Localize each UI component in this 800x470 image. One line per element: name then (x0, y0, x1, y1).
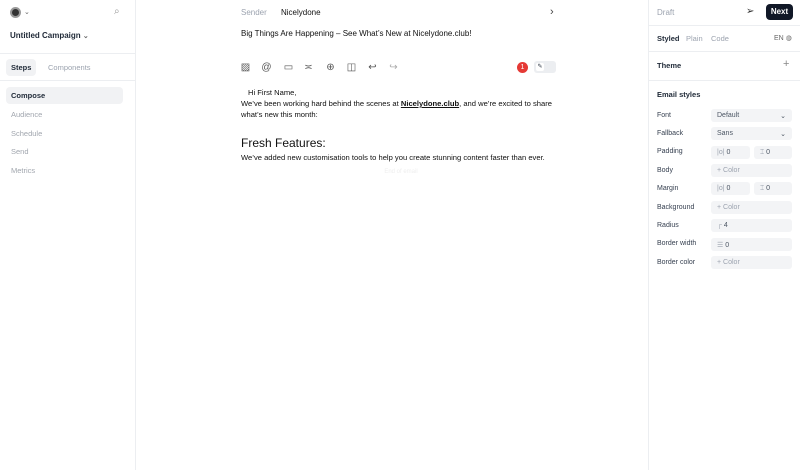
step-schedule[interactable]: Schedule (11, 129, 43, 138)
greeting: Hi First Name, (248, 88, 297, 97)
plus-icon: + (717, 167, 722, 174)
chevron-down-icon: ⌄ (780, 113, 786, 120)
margin-y-input[interactable] (754, 182, 792, 195)
margin-y-value: 0 (766, 185, 771, 192)
border-width-value: 0 (725, 242, 730, 249)
label-border-width: Border width (657, 240, 697, 247)
horizontal-spacing-icon: |o| (717, 149, 725, 156)
color-placeholder: Color (723, 259, 740, 266)
next-button[interactable]: Next (766, 4, 793, 20)
mode-plain[interactable]: Plain (686, 34, 703, 43)
paragraph-text: We’ve added new customisation tools to help you create stunning content faster than ever. (241, 153, 545, 162)
fallback-value: Sans (717, 130, 733, 137)
pen-icon: ✎ (537, 64, 543, 70)
vertical-spacing-icon: ⌶ (760, 149, 765, 156)
tab-nicelydone[interactable]: Nicelydone (281, 8, 321, 17)
step-compose[interactable]: Compose (6, 87, 123, 104)
margin-x-input[interactable] (711, 182, 750, 195)
padding-y-value: 0 (766, 149, 771, 156)
label-fallback: Fallback (657, 130, 684, 137)
margin-x-value: 0 (726, 185, 731, 192)
padding-x-value: 0 (726, 149, 731, 156)
email-body[interactable] (241, 87, 561, 175)
step-metrics[interactable]: Metrics (11, 166, 36, 175)
label-radius: Radius (657, 222, 679, 229)
image-icon[interactable]: ▨ (240, 62, 251, 73)
padding-y-input[interactable] (754, 146, 792, 159)
theme-heading: Theme (657, 61, 682, 70)
chevron-down-icon: ⌄ (780, 131, 786, 138)
label-body: Body (657, 167, 673, 174)
left-sidebar (0, 0, 136, 470)
chevron-down-icon: ⌄ (82, 33, 89, 40)
paragraph-text: We’ve been working hard behind the scenes at (241, 99, 401, 108)
tab-components[interactable]: Components (48, 63, 91, 72)
step-send[interactable]: Send (11, 147, 29, 156)
add-theme-icon[interactable]: + (783, 58, 790, 70)
radius-value: 4 (723, 222, 728, 229)
campaign-title[interactable] (10, 31, 89, 40)
horizontal-spacing-icon: |o| (717, 185, 725, 192)
border-width-icon: ☰ (717, 242, 724, 249)
label-padding: Padding (657, 148, 683, 155)
paragraph-text: , and we’re excited to share what’s new this month: (241, 99, 552, 119)
error-badge[interactable]: 1 (517, 62, 528, 73)
corner-radius-icon: ┌ (717, 222, 722, 229)
nicelydone-link[interactable]: Nicelydone.club (400, 99, 460, 108)
tab-sender[interactable]: Sender (241, 8, 267, 17)
mode-code[interactable]: Code (711, 34, 729, 43)
send-test-icon[interactable]: ➢ (746, 6, 755, 17)
font-value: Default (717, 112, 740, 119)
mode-styled[interactable]: Styled (657, 34, 680, 43)
undo-icon[interactable]: ↩ (368, 62, 377, 73)
vertical-spacing-icon: ⌶ (760, 185, 765, 192)
campaign-name: Untitled Campaign (10, 31, 81, 40)
chevron-down-icon[interactable]: ⌄ (24, 9, 30, 16)
button-block-icon[interactable]: ▭ (283, 62, 294, 73)
border-width-input[interactable] (711, 238, 792, 251)
subject-line[interactable]: Big Things Are Happening – See What’s New at Nicelydone.club! (241, 29, 472, 38)
color-placeholder: Color (723, 167, 740, 174)
globe-icon[interactable]: ⊕ (326, 62, 335, 73)
tab-steps[interactable]: Steps (6, 59, 36, 76)
border-color-input[interactable] (711, 256, 792, 269)
font-select[interactable] (711, 109, 792, 122)
label-margin: Margin (657, 185, 679, 192)
color-placeholder: Color (723, 204, 740, 211)
background-color-input[interactable] (711, 201, 792, 214)
label-font: Font (657, 112, 672, 119)
redo-icon[interactable]: ↪ (389, 62, 398, 73)
language-label: EN (774, 35, 784, 42)
email-styles-heading: Email styles (657, 90, 701, 99)
globe-icon: ◍ (785, 35, 792, 42)
fallback-select[interactable] (711, 127, 792, 140)
search-icon[interactable]: ⌕ (114, 6, 120, 17)
divider-icon[interactable]: ≍ (304, 62, 313, 73)
end-of-email: End of email (384, 169, 418, 175)
plus-icon: + (717, 204, 722, 211)
radius-input[interactable] (711, 219, 792, 232)
workspace-logo-icon[interactable] (10, 7, 21, 18)
padding-x-input[interactable] (711, 146, 750, 159)
draft-status: Draft (657, 8, 675, 17)
columns-icon[interactable]: ◫ (346, 62, 357, 73)
at-mention-icon[interactable]: @ (261, 62, 272, 73)
style-panel (648, 0, 800, 470)
language-select[interactable] (774, 34, 792, 42)
editor-area (136, 0, 648, 470)
section-heading: Fresh Features: (241, 136, 326, 150)
label-border-color: Border color (657, 259, 696, 266)
body-color-input[interactable] (711, 164, 792, 177)
step-audience[interactable]: Audience (11, 110, 43, 119)
preview-toggle[interactable] (534, 61, 556, 73)
plus-icon: + (717, 259, 722, 266)
label-background: Background (657, 204, 695, 211)
chevron-right-icon[interactable]: › (550, 6, 554, 18)
